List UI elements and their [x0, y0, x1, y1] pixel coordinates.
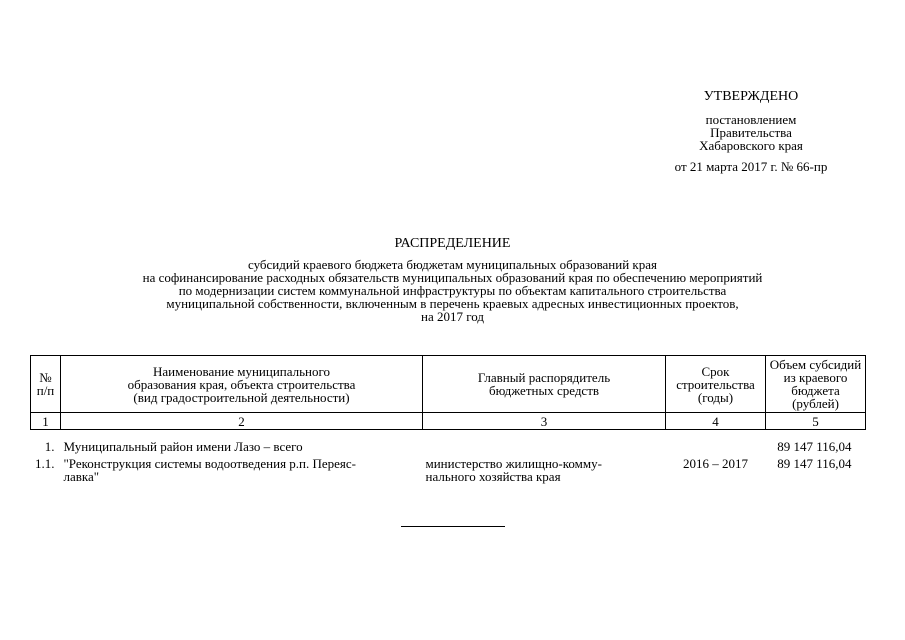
row-term: [666, 440, 766, 453]
row-manager: [423, 440, 666, 453]
column-header-name: Наименование муниципального образования края, объекта строительства (вид градостроительной деятельности): [61, 356, 423, 413]
approval-line: Правительства: [710, 125, 792, 140]
table-row: [31, 440, 866, 453]
table-header-row: [31, 356, 866, 413]
column-header-amount: Объем субсидий из краевого бюджета (рублей): [766, 356, 866, 413]
document-end-line: [401, 526, 505, 527]
column-header-manager: Главный распорядитель бюджетных средств: [423, 356, 666, 413]
column-number: 5: [766, 413, 866, 430]
row-name: Муниципальный район имени Лазо – всего: [63, 439, 303, 454]
document-subtitle-line: по модернизации систем коммунальной инфраструктуры по объектам капитального строительства: [178, 283, 727, 298]
row-amount: 89 147 116,04: [777, 439, 852, 454]
document-heading: [40, 237, 865, 323]
document-subtitle-line: муниципальной собственности, включенным в перечень краевых адресных инвестиционных проектов,: [166, 296, 739, 311]
approval-stamp: [640, 90, 862, 173]
row-number: 1.: [44, 439, 55, 454]
column-header-number: № п/п: [31, 356, 61, 413]
approval-line: постановлением: [705, 112, 797, 127]
table-row: [31, 457, 866, 483]
row-number: 1.1.: [35, 456, 55, 471]
document-title: РАСПРЕДЕЛЕНИЕ: [394, 236, 511, 251]
approval-date: от 21 марта 2017 г. № 66-пр: [674, 159, 828, 174]
document-subtitle-line: на 2017 год: [421, 309, 484, 324]
document-subtitle-line: субсидий краевого бюджета бюджетам муниципальных образований края: [248, 257, 657, 272]
subsidy-table: [30, 355, 866, 483]
column-number: 4: [666, 413, 766, 430]
row-manager: министерство жилищно-комму- нального хозяйства края: [425, 456, 602, 484]
approval-line: Хабаровского края: [699, 138, 803, 153]
column-number: 3: [423, 413, 666, 430]
row-term: 2016 – 2017: [683, 456, 748, 471]
column-header-term: Срок строительства (годы): [666, 356, 766, 413]
approval-title: УТВЕРЖДЕНО: [703, 89, 799, 104]
row-name: "Реконструкция системы водоотведения р.п. Переяс- лавка": [63, 456, 357, 484]
document-subtitle-line: на софинансирование расходных обязательств муниципальных образований края по обеспечению мероприятий: [142, 270, 763, 285]
row-amount: 89 147 116,04: [777, 456, 852, 471]
column-number: 2: [61, 413, 423, 430]
column-number: 1: [31, 413, 61, 430]
column-number-row: [31, 413, 866, 430]
